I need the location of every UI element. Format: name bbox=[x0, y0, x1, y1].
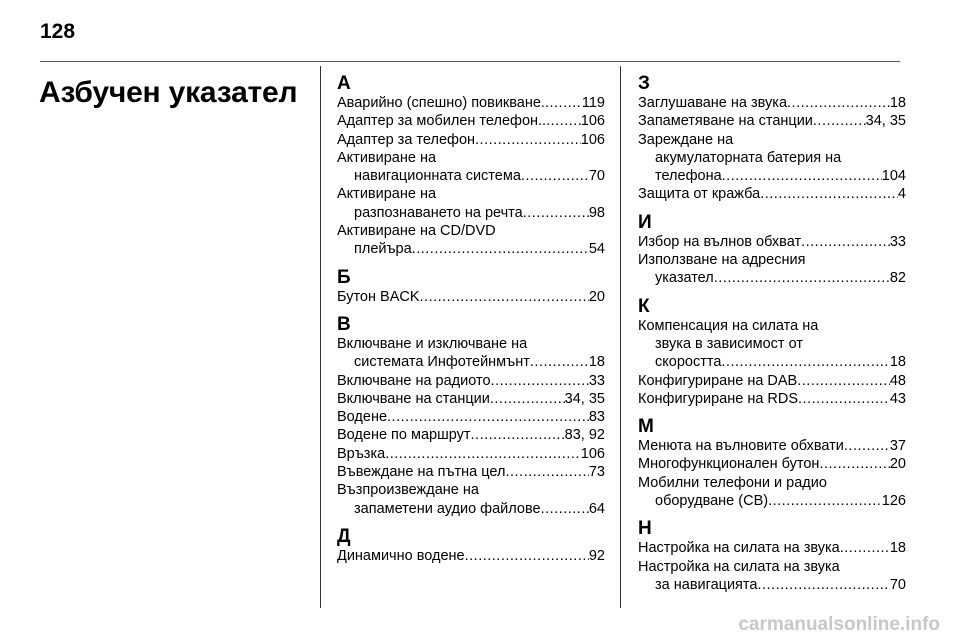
entry-text: Въвеждане на пътна цел bbox=[337, 464, 506, 481]
index-section bbox=[638, 519, 906, 594]
page-ref: 64 bbox=[588, 500, 605, 517]
index-entry bbox=[638, 558, 906, 595]
entry-text-line: Компенсация на силата на bbox=[638, 317, 819, 334]
dot-leader bbox=[465, 547, 589, 565]
dot-leader bbox=[801, 233, 890, 251]
page-ref: 104 bbox=[881, 168, 906, 185]
entry-row bbox=[638, 233, 906, 251]
entry-text-line: Активиране на CD/DVD bbox=[337, 223, 496, 240]
index-section bbox=[638, 74, 906, 204]
dot-leader bbox=[813, 112, 866, 130]
index-entry bbox=[638, 390, 906, 408]
dot-leader bbox=[819, 455, 889, 473]
page-ref: 106 bbox=[580, 131, 605, 148]
column-divider bbox=[320, 66, 321, 608]
entry-text: Връзка bbox=[337, 445, 386, 462]
header-rule bbox=[40, 61, 900, 62]
page-ref: 119 bbox=[581, 95, 605, 111]
page-ref: 18 bbox=[588, 354, 605, 371]
entry-text: Избор на вълнов обхват bbox=[638, 233, 802, 250]
dot-leader bbox=[722, 167, 882, 185]
dot-leader bbox=[721, 353, 889, 371]
index-section bbox=[337, 315, 605, 518]
index-entry bbox=[638, 131, 906, 186]
page-ref: 4 bbox=[897, 186, 906, 203]
dot-leader bbox=[471, 426, 565, 444]
index-entry bbox=[337, 445, 605, 463]
entry-text: разпознаването на речта bbox=[354, 204, 523, 221]
dot-leader bbox=[844, 437, 890, 455]
page-number: 128 bbox=[40, 20, 76, 43]
page-ref: 106 bbox=[580, 113, 605, 130]
dot-leader bbox=[523, 204, 589, 222]
entry-row bbox=[638, 167, 906, 185]
dot-leader bbox=[768, 492, 882, 510]
entry-text: Конфигуриране на RDS bbox=[638, 390, 799, 407]
index-section bbox=[337, 527, 605, 565]
index-entry bbox=[638, 233, 906, 251]
section-letter: З bbox=[638, 73, 650, 94]
index-entry bbox=[638, 474, 906, 511]
index-entry bbox=[337, 222, 605, 259]
entry-row bbox=[638, 269, 906, 287]
entry-text-line: акумулаторната батерия на bbox=[655, 149, 842, 166]
page-ref: 82 bbox=[889, 270, 906, 287]
column-divider bbox=[620, 66, 621, 608]
dot-leader bbox=[387, 408, 589, 426]
entry-row bbox=[337, 240, 605, 258]
index-section bbox=[638, 213, 906, 288]
index-entry bbox=[337, 288, 605, 306]
page-ref: 48 bbox=[889, 372, 906, 389]
page-ref: 20 bbox=[889, 456, 906, 473]
index-entry bbox=[638, 437, 906, 455]
entry-text: оборудване (CB) bbox=[655, 493, 769, 510]
entry-text-line: Настройка на силата на звука bbox=[638, 558, 840, 575]
dot-leader bbox=[798, 390, 890, 408]
entry-row bbox=[337, 353, 605, 371]
entry-text: Заглушаване на звука bbox=[638, 95, 788, 111]
entry-text: Конфигуриране на DAB bbox=[638, 372, 798, 389]
dot-leader bbox=[797, 372, 890, 390]
index-entry bbox=[337, 408, 605, 426]
section-letter: Н bbox=[638, 518, 652, 540]
page-ref: 33 bbox=[889, 233, 906, 250]
dot-leader bbox=[760, 185, 898, 203]
index-entry bbox=[337, 112, 605, 130]
entry-text-line: Зареждане на bbox=[638, 131, 734, 148]
index-entry bbox=[337, 149, 605, 186]
index-entry bbox=[337, 463, 605, 481]
entry-text: за навигацията bbox=[655, 576, 758, 593]
dot-leader bbox=[541, 500, 589, 518]
entry-row bbox=[638, 576, 906, 594]
page-ref: 18 bbox=[889, 540, 906, 557]
entry-text: Аварийно (спешно) повикване. bbox=[337, 95, 545, 111]
dot-leader bbox=[545, 94, 582, 112]
entry-text-line: Включване и изключване на bbox=[337, 335, 528, 352]
entry-row bbox=[337, 288, 605, 306]
index-section bbox=[638, 417, 906, 510]
section-letter: В bbox=[337, 313, 351, 335]
entry-text: Водене по маршрут bbox=[337, 427, 471, 444]
section-letter: К bbox=[638, 295, 650, 317]
entry-text-line: Активиране на bbox=[337, 186, 437, 203]
entry-row bbox=[337, 445, 605, 463]
dot-leader bbox=[412, 240, 589, 258]
entry-row bbox=[337, 500, 605, 518]
index-entry bbox=[638, 185, 906, 203]
page-ref: 37 bbox=[889, 438, 906, 455]
index-entry bbox=[337, 131, 605, 149]
index-entry bbox=[337, 547, 605, 565]
entry-text: плейъра bbox=[354, 241, 412, 258]
page-ref: 20 bbox=[588, 288, 605, 305]
page-ref: 126 bbox=[881, 493, 906, 510]
page-ref: 43 bbox=[889, 390, 906, 407]
entry-text: Адаптер за мобилен телефон.. bbox=[337, 113, 547, 130]
index-entry bbox=[638, 539, 906, 557]
index-entry bbox=[638, 317, 906, 372]
entry-row bbox=[337, 390, 605, 408]
entry-row bbox=[638, 185, 906, 203]
section-letter: М bbox=[638, 416, 654, 438]
index-section bbox=[337, 74, 605, 259]
dot-leader bbox=[475, 131, 581, 149]
entry-row bbox=[337, 408, 605, 426]
entry-row bbox=[638, 492, 906, 510]
page-ref: 70 bbox=[889, 576, 906, 593]
dot-leader bbox=[757, 576, 889, 594]
dot-leader bbox=[521, 167, 589, 185]
page-ref: 18 bbox=[889, 354, 906, 371]
entry-text: Адаптер за телефон bbox=[337, 131, 476, 148]
page-ref: 83 bbox=[588, 409, 605, 426]
index-entry bbox=[638, 372, 906, 390]
entry-text: указател bbox=[655, 270, 714, 287]
entry-text-line: звука в зависимост от bbox=[655, 335, 803, 352]
entry-row bbox=[337, 204, 605, 222]
index-entry bbox=[638, 251, 906, 288]
entry-text: Защита от кражба bbox=[638, 186, 761, 203]
entry-text: системата Инфотейнмънт bbox=[354, 354, 530, 371]
entry-text-line: Активиране на bbox=[337, 149, 437, 166]
entry-row bbox=[638, 112, 906, 130]
dot-leader bbox=[787, 94, 890, 112]
entry-row bbox=[638, 539, 906, 557]
index-entry bbox=[337, 390, 605, 408]
page-title: Азбучен указател bbox=[39, 76, 298, 109]
page-ref: 92 bbox=[588, 547, 605, 564]
section-letter: А bbox=[337, 73, 351, 94]
entry-row bbox=[337, 167, 605, 185]
entry-row bbox=[638, 455, 906, 473]
index-entry bbox=[638, 112, 906, 130]
entry-text: Бутон BACK bbox=[337, 288, 420, 305]
index-entry bbox=[638, 455, 906, 473]
entry-text: Запаметяване на станции bbox=[638, 113, 813, 130]
dot-leader bbox=[505, 463, 588, 481]
index-column-2 bbox=[638, 74, 906, 594]
entry-row bbox=[337, 463, 605, 481]
section-letter: Д bbox=[337, 525, 351, 547]
entry-text: навигационната система bbox=[354, 168, 521, 185]
index-entry bbox=[337, 335, 605, 372]
page-ref: 73 bbox=[588, 464, 605, 481]
page-ref: 34, 35 bbox=[865, 113, 906, 130]
entry-row bbox=[638, 390, 906, 408]
entry-text: скоростта bbox=[655, 354, 722, 371]
dot-leader bbox=[385, 445, 581, 463]
page-ref: 98 bbox=[588, 204, 605, 221]
entry-text: Динамично водене bbox=[337, 547, 465, 564]
entry-text-line: Мобилни телефони и радио bbox=[638, 474, 827, 491]
index-entry bbox=[337, 185, 605, 222]
watermark: carmanualsonline.info bbox=[738, 614, 940, 635]
entry-text: запаметени аудио файлове bbox=[354, 500, 541, 517]
index-column-1 bbox=[337, 74, 605, 565]
page-ref: 70 bbox=[588, 168, 605, 185]
section-letter: Б bbox=[337, 266, 351, 288]
section-letter: И bbox=[638, 211, 652, 233]
page-ref: 18 bbox=[889, 95, 906, 111]
page-ref: 83, 92 bbox=[564, 427, 605, 444]
index-entry bbox=[337, 94, 605, 112]
entry-row bbox=[638, 353, 906, 371]
dot-leader bbox=[840, 539, 890, 557]
entry-text-line: Използване на адресния bbox=[638, 252, 806, 269]
dot-leader bbox=[491, 372, 589, 390]
entry-text: Менюта на вълновите обхвати bbox=[638, 438, 844, 455]
entry-row bbox=[337, 112, 605, 130]
page-ref: 54 bbox=[588, 241, 605, 258]
index-section bbox=[638, 297, 906, 408]
entry-text-line: Възпроизвеждане на bbox=[337, 482, 479, 499]
index-entry bbox=[638, 94, 906, 112]
entry-row bbox=[638, 94, 906, 112]
dot-leader bbox=[546, 112, 581, 130]
dot-leader bbox=[490, 390, 565, 408]
entry-text: Настройка на силата на звука bbox=[638, 540, 840, 557]
dot-leader bbox=[420, 288, 589, 306]
entry-text: Включване на радиото bbox=[337, 372, 491, 389]
entry-row bbox=[638, 437, 906, 455]
entry-text: Многофункционален бутон bbox=[638, 456, 820, 473]
index-entry bbox=[337, 481, 605, 518]
index-entry bbox=[337, 426, 605, 444]
entry-row bbox=[638, 372, 906, 390]
page-ref: 34, 35 bbox=[564, 390, 605, 407]
entry-text: телефона bbox=[655, 168, 722, 185]
entry-text: Водене bbox=[337, 409, 388, 426]
index-section bbox=[337, 268, 605, 306]
dot-leader bbox=[530, 353, 589, 371]
entry-row bbox=[337, 94, 605, 112]
page-ref: 106 bbox=[580, 445, 605, 462]
entry-row bbox=[337, 547, 605, 565]
index-entry bbox=[337, 372, 605, 390]
page-ref: 33 bbox=[588, 372, 605, 389]
entry-row bbox=[337, 131, 605, 149]
entry-row bbox=[337, 372, 605, 390]
entry-row bbox=[337, 426, 605, 444]
entry-text: Включване на станции bbox=[337, 390, 490, 407]
dot-leader bbox=[714, 269, 890, 287]
